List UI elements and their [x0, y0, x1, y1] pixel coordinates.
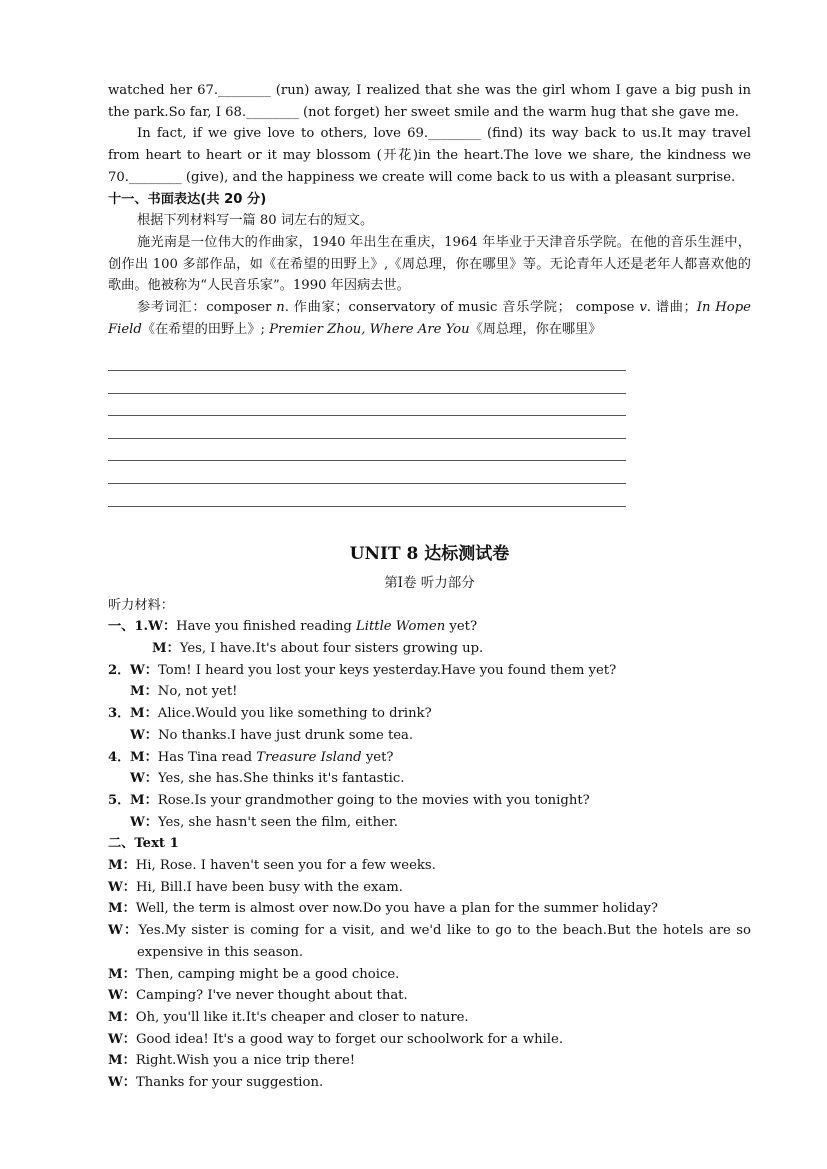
- unit-title: UNIT 8 达标测试卷: [349, 543, 510, 564]
- q4-m-line: 4．M：Has Tina read Treasure Island yet?: [108, 749, 394, 765]
- materials-label: 听力材料：: [108, 597, 174, 613]
- text1-dialogue: [108, 855, 751, 1094]
- answer-line: [108, 416, 626, 439]
- q1-w-line: 一、1.W：Have you finished reading Little Women yet?: [108, 619, 478, 635]
- answer-line: [108, 394, 626, 417]
- writing-heading: 十一、书面表达(共 20 分): [108, 191, 267, 207]
- dialogue-line: W：Thanks for your suggestion.: [108, 1075, 324, 1091]
- dialogue-line: W：Yes.My sister is coming for a visit, and we'd like to go to the beach.But the hotels are so expensive in this season.: [108, 923, 751, 960]
- q5-w-line: W：Yes, she hasn't seen the film, either.: [130, 814, 398, 830]
- answer-line: [108, 461, 626, 484]
- section-subtitle: 第Ⅰ卷 听力部分: [384, 574, 475, 591]
- dialogue-line: W：Camping? I've never thought about that.: [108, 988, 408, 1004]
- answer-line: [108, 484, 626, 507]
- dialogue-line: M：Hi, Rose. I haven't seen you for a few weeks.: [108, 858, 436, 874]
- q3-w-line: W：No thanks.I have just drunk some tea.: [130, 727, 414, 743]
- q2-m-line: M：No, not yet!: [130, 684, 238, 700]
- dialogue-line: W：Hi, Bill.I have been busy with the exam.: [108, 879, 404, 895]
- dialogue-line: W：Good idea! It's a good way to forget our schoolwork for a while.: [108, 1031, 564, 1047]
- writing-vocabulary: 参考词汇：composer n. 作曲家；conservatory of music 音乐学院； compose v. 谱曲；In Hope Field《在希望的田野上》; Premier Zhou, Where Are You《周总理，你在哪里》: [108, 300, 751, 337]
- dialogue-line: M：Oh, you'll like it.It's cheaper and closer to nature.: [108, 1009, 469, 1025]
- q5-m-line: 5．M：Rose.Is your grandmother going to the movies with you tonight?: [108, 792, 590, 808]
- q4-w-line: W：Yes, she has.She thinks it's fantastic.: [130, 771, 405, 787]
- answer-line: [108, 439, 626, 462]
- q1-m-line: M：Yes, I have.It's about four sisters growing up.: [152, 641, 484, 656]
- q2-w-line: 2．W：Tom! I heard you lost your keys yesterday.Have you found them yet?: [108, 662, 617, 678]
- writing-instruction: 根据下列材料写一篇 80 词左右的短文。: [137, 213, 374, 229]
- answer-lines: [108, 348, 626, 506]
- dialogue-line: M：Right.Wish you a nice trip there!: [108, 1053, 356, 1069]
- cloze-paragraph-2: In fact, if we give love to others, love 69.________ (find) its way back to us.It may travel from heart to heart or it may blossom (开花)in the heart.The love we share, the kindness we 70.________ (give), and the happiness we create will come back to us with a pleasant surprise.: [108, 126, 751, 185]
- writing-material: 施光南是一位伟大的作曲家，1940 年出生在重庆，1964 年毕业于天津音乐学院。在他的音乐生涯中，创作出 100 多部作品，如《在希望的田野上》,《周总理，你在哪里》等。无论青年人还是老年人都喜欢他的歌曲。他被称为“人民音乐家”。1990 年因病去世。: [108, 234, 751, 294]
- answer-line: [108, 348, 626, 371]
- answer-line: [108, 371, 626, 394]
- document-page: [108, 80, 751, 1094]
- dialogue-line: M：Well, the term is almost over now.Do you have a plan for the summer holiday?: [108, 901, 659, 917]
- q3-m-line: 3．M：Alice.Would you like something to drink?: [108, 706, 432, 722]
- text1-heading: 二、Text 1: [108, 836, 179, 852]
- dialogue-line: M：Then, camping might be a good choice.: [108, 966, 400, 982]
- cloze-paragraph-1: watched her 67.________ (run) away, I realized that she was the girl whom I gave a big push in the park.So far, I 68.________ (not forget) her sweet smile and the warm hug that she gave me.: [108, 83, 751, 120]
